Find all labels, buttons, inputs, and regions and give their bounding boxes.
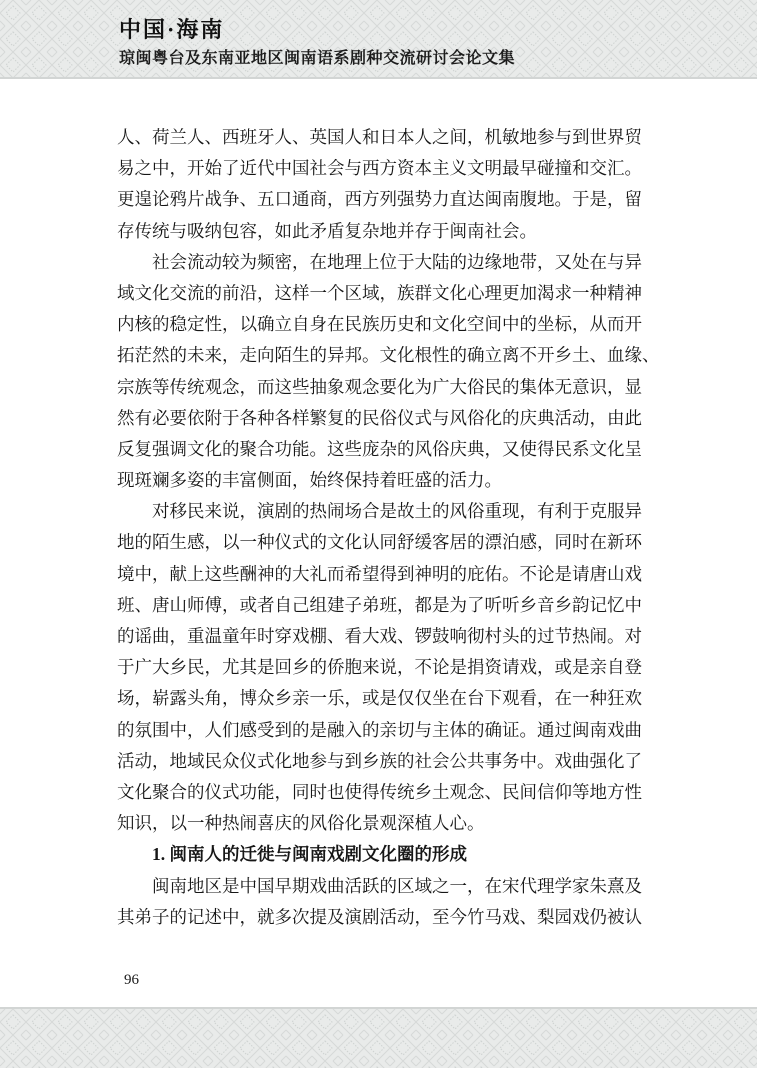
text-line: 场，崭露头角，博众乡亲一乐，或是仅仅坐在台下观看，在一种狂欢 [117, 688, 642, 709]
text-line: 更遑论鸦片战争、五口通商，西方列强势力直达闽南腹地。于是，留 [117, 189, 642, 210]
text-line: 其弟子的记述中，就多次提及演剧活动，至今竹马戏、梨园戏仍被认 [117, 906, 642, 927]
text-line: 存传统与吸纳包容，如此矛盾复杂地并存于闽南社会。 [117, 220, 537, 241]
text-line: 易之中，开始了近代中国社会与西方资本主义文明最早碰撞和交汇。 [117, 158, 642, 179]
text-line: 社会流动较为频密，在地理上位于大陆的边缘地带，又处在与异 [152, 251, 642, 272]
header-text-block [119, 17, 515, 69]
text-line: 宗族等传统观念，而这些抽象观念要化为广大俗民的集体无意识，显 [117, 376, 642, 397]
body-text [117, 122, 660, 933]
text-line: 域文化交流的前沿，这样一个区域，族群文化心理更加渴求一种精神 [117, 282, 642, 303]
text-line: 地的陌生感，以一种仪式的文化认同舒缓客居的漂泊感，同时在新环 [117, 532, 642, 553]
text-line: 的谣曲，重温童年时穿戏棚、看大戏、锣鼓响彻村头的过节热闹。对 [117, 626, 642, 646]
text-line: 对移民来说，演剧的热闹场合是故土的风俗重现，有利于克服异 [152, 501, 642, 522]
header-proceedings-title: 琼闽粤台及东南亚地区闽南语系剧种交流研讨会论文集 [119, 50, 516, 68]
text-line: 的氛围中，人们感受到的是融入的亲切与主体的确证。通过闽南戏曲 [117, 719, 642, 740]
text-line: 内核的稳定性，以确立自身在民族历史和文化空间中的坐标，从而开 [117, 314, 642, 335]
text-line: 拓茫然的未来，走向陌生的异邦。文化根性的确立离不开乡土、血缘、 [117, 345, 660, 366]
header-band [0, 0, 757, 79]
page-number: 96 [124, 972, 139, 988]
text-line: 闽南地区是中国早期戏曲活跃的区域之一，在宋代理学家朱熹及 [152, 875, 642, 896]
text-line: 文化聚合的仪式功能，同时也使得传统乡土观念、民间信仰等地方性 [117, 781, 642, 802]
text-line: 境中，献上这些酬神的大礼而希望得到神明的庇佑。不论是请唐山戏 [117, 563, 642, 584]
text-line: 人、荷兰人、西班牙人、英国人和日本人之间，机敏地参与到世界贸 [117, 127, 642, 147]
text-line: 班、唐山师傅，或者自己组建子弟班，都是为了听听乡音乡韵记忆中 [117, 594, 642, 615]
text-line: 反复强调文化的聚合功能。这些庞杂的风俗庆典，又使得民系文化呈 [117, 438, 642, 459]
text-line: 于广大乡民，尤其是回乡的侨胞来说，不论是捐资请戏，或是亲自登 [117, 657, 642, 678]
text-line: 知识，以一种热闹喜庆的风俗化景观深植人心。 [117, 813, 485, 834]
text-line: 然有必要依附于各种各样繁复的民俗仪式与风俗化的庆典活动，由此 [117, 407, 642, 428]
header-region-title: 中国·海南 [119, 17, 225, 42]
lattice-pattern-bottom-icon [0, 1009, 757, 1068]
section-heading: 1. 闽南人的迁徙与闽南戏剧文化圈的形成 [152, 844, 467, 865]
footer-band [0, 1007, 757, 1068]
text-line: 活动，地域民众仪式化地参与到乡族的社会公共事务中。戏曲强化了 [117, 750, 642, 771]
text-line: 现斑斓多姿的丰富侧面，始终保持着旺盛的活力。 [117, 470, 502, 491]
